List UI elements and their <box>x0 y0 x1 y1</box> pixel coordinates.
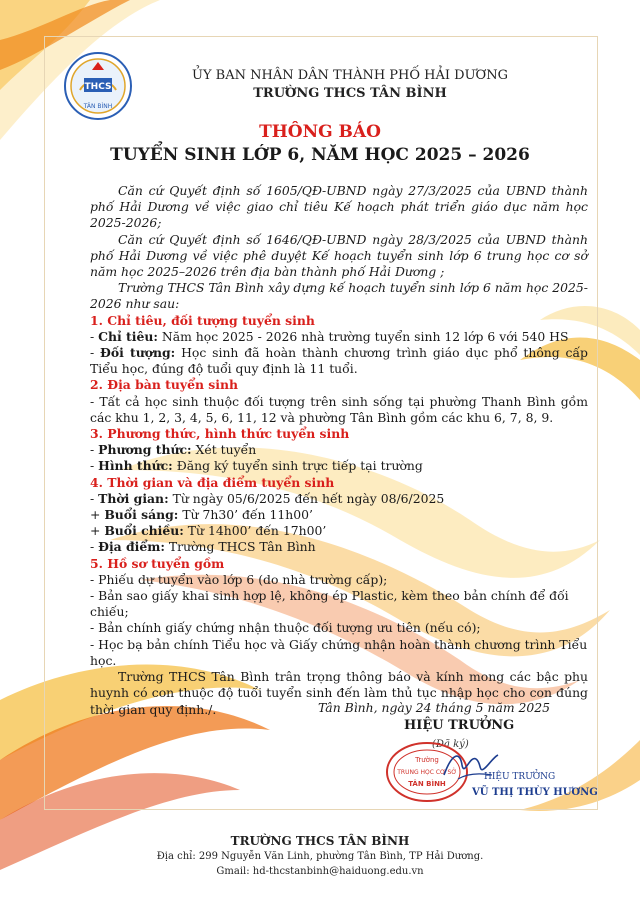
target-text: Học sinh đã hoàn thành chương trình giáo dục phổ thông cấp Tiểu học, đúng độ tuổi quy định là 11 tuổi. <box>90 345 588 377</box>
time-line: - Thời gian: Từ ngày 05/6/2025 đến hết ngày 08/6/2025 <box>90 490 445 506</box>
afternoon-label: Buổi chiều: <box>104 523 184 539</box>
stamp-bottom-text: TÂN BÌNH <box>408 780 446 788</box>
method-text: Xét tuyển <box>195 442 257 458</box>
notice-subtitle: TUYỂN SINH LỚP 6, NĂM HỌC 2025 – 2026 <box>110 145 530 165</box>
dossier-item-text: Bản chính giấy chứng nhận thuộc đối tượng ưu tiên (nếu có); <box>98 620 481 636</box>
morning-line: + Buổi sáng: Từ 7h30’ đến 11h00’ <box>90 507 313 523</box>
stamp-mid-text: TRUNG HỌC CƠ SỞ <box>397 769 457 776</box>
dossier-item: - Học bạ bản chính Tiểu học và Giấy chứng nhận hoàn thành chương trình Tiểu học. <box>90 636 588 668</box>
form-text: Đăng ký tuyển sinh trực tiếp tại trường <box>176 458 423 474</box>
school-name: TRƯỜNG THCS TÂN BÌNH <box>253 86 447 101</box>
basis-paragraph-3: Trường THCS Tân Bình xây dựng kế hoạch tuyển sinh lớp 6 năm học 2025-2026 như sau: <box>90 280 588 312</box>
time-text: Từ ngày 05/6/2025 đến hết ngày 08/6/2025 <box>172 490 445 506</box>
area-text: Tất cả học sinh thuộc đối tượng trên sinh sống tại phường Thanh Bình gồm các khu 1, 2, 3, 4, 5, 6, 11, 12 và phường Tân Bình gồm các khu 6, 7, 8, 9. <box>90 393 588 425</box>
footer-school: TRƯỜNG THCS TÂN BÌNH <box>230 834 410 848</box>
method-line: - Phương thức: Xét tuyển <box>90 442 257 458</box>
notice-body <box>90 183 588 718</box>
section-5-title: 5. Hồ sơ tuyển gồm <box>90 555 225 571</box>
form-line: - Hình thức: Đăng ký tuyển sinh trực tiếp tại trường <box>90 458 423 474</box>
basis-paragraph-1: Căn cứ Quyết định số 1605/QĐ-UBND ngày 27/3/2025 của UBND thành phố Hải Dương về việc giao chỉ tiêu Kế hoạch phát triển giáo dục năm học 2025-2026; <box>90 183 588 231</box>
agency-name: ỦY BAN NHÂN DÂN THÀNH PHỐ HẢI DƯƠNG <box>192 68 508 83</box>
logo-text: THCS <box>84 82 112 92</box>
section-1-title: 1. Chỉ tiêu, đối tượng tuyển sinh <box>90 312 315 328</box>
signed-note: (Đã ký) <box>432 739 469 750</box>
signature-date: Tân Bình, ngày 24 tháng 5 năm 2025 <box>318 700 551 715</box>
place-line: - Địa điểm: Trường THCS Tân Bình <box>90 539 316 555</box>
place-label: Địa điểm: <box>98 539 165 555</box>
form-label: Hình thức: <box>98 458 173 474</box>
section-3-title: 3. Phương thức, hình thức tuyển sinh <box>90 426 350 442</box>
dossier-item-text: Bản sao giấy khai sinh hợp lệ, không ép Plastic, kèm theo bản chính để đối chiếu; <box>90 588 569 620</box>
dossier-item: - Bản sao giấy khai sinh hợp lệ, không ép Plastic, kèm theo bản chính để đối chiếu; <box>90 588 569 620</box>
dossier-item-text: Học bạ bản chính Tiểu học và Giấy chứng nhận hoàn thành chương trình Tiểu học. <box>90 636 588 668</box>
target-line: - Đối tượng: Học sinh đã hoàn thành chương trình giáo dục phổ thông cấp Tiểu học, đúng độ tuổi quy định là 11 tuổi. <box>90 345 588 377</box>
morning-label: Buổi sáng: <box>104 507 179 523</box>
footer-address: Địa chỉ: 299 Nguyễn Văn Linh, phường Tân Bình, TP Hải Dương. <box>156 851 484 862</box>
morning-text: Từ 7h30’ đến 11h00’ <box>182 507 313 523</box>
signer-role: HIỆU TRƯỞNG <box>484 772 556 782</box>
basis-paragraph-2: Căn cứ Quyết định số 1646/QĐ-UBND ngày 28/3/2025 của UBND thành phố Hải Dương về việc phê duyệt Kế hoạch tuyển sinh lớp 6 trung học cơ sở năm học 2025–2026 trên địa bàn thành phố Hải Dương ; <box>90 231 588 280</box>
quota-text: Năm học 2025 - 2026 nhà trường tuyển sinh 12 lớp 6 với 540 HS <box>161 328 569 344</box>
section-2-title: 2. Địa bàn tuyển sinh <box>90 377 238 393</box>
target-label: Đối tượng: <box>100 345 176 361</box>
afternoon-line: + Buổi chiều: Từ 14h00’ đến 17h00’ <box>90 523 327 539</box>
time-label: Thời gian: <box>98 490 169 506</box>
area-line: - Tất cả học sinh thuộc đối tượng trên sinh sống tại phường Thanh Bình gồm các khu 1, 2, 3, 4, 5, 6, 11, 12 và phường Tân Bình gồm các khu 6, 7, 8, 9. <box>90 393 588 425</box>
quota-line: - Chỉ tiêu: Năm học 2025 - 2026 nhà trường tuyển sinh 12 lớp 6 với 540 HS <box>90 328 569 344</box>
signature-title: HIỆU TRƯỞNG <box>404 718 515 733</box>
section-4-title: 4. Thời gian và địa điểm tuyển sinh <box>90 474 335 490</box>
method-label: Phương thức: <box>98 442 192 458</box>
afternoon-text: Từ 14h00’ đến 17h00’ <box>187 523 327 539</box>
quota-label: Chỉ tiêu: <box>98 328 158 344</box>
dossier-item: - Phiếu dự tuyển vào lớp 6 (do nhà trường cấp); <box>90 571 388 587</box>
notice-title: THÔNG BÁO <box>259 122 381 142</box>
stamp-top-text: Trường <box>415 756 439 764</box>
dossier-item: - Bản chính giấy chứng nhận thuộc đối tượng ưu tiên (nếu có); <box>90 620 481 636</box>
closing-paragraph: Trường THCS Tân Bình trân trọng thông báo và kính mong các bậc phụ huynh có con thuộc độ tuổi tuyển sinh đến làm thủ tục nhập học cho con đúng thời gian quy định./. <box>90 669 588 717</box>
place-text: Trường THCS Tân Bình <box>168 539 316 555</box>
school-logo <box>62 50 134 122</box>
footer-email[interactable]: Gmail: hd-thcstanbinh@haiduong.edu.vn <box>216 866 424 877</box>
logo-ring-text: TÂN BÌNH <box>83 103 113 110</box>
signer-name: VŨ THỊ THÙY HƯƠNG <box>472 787 598 798</box>
dossier-item-text: Phiếu dự tuyển vào lớp 6 (do nhà trường cấp); <box>98 571 388 587</box>
